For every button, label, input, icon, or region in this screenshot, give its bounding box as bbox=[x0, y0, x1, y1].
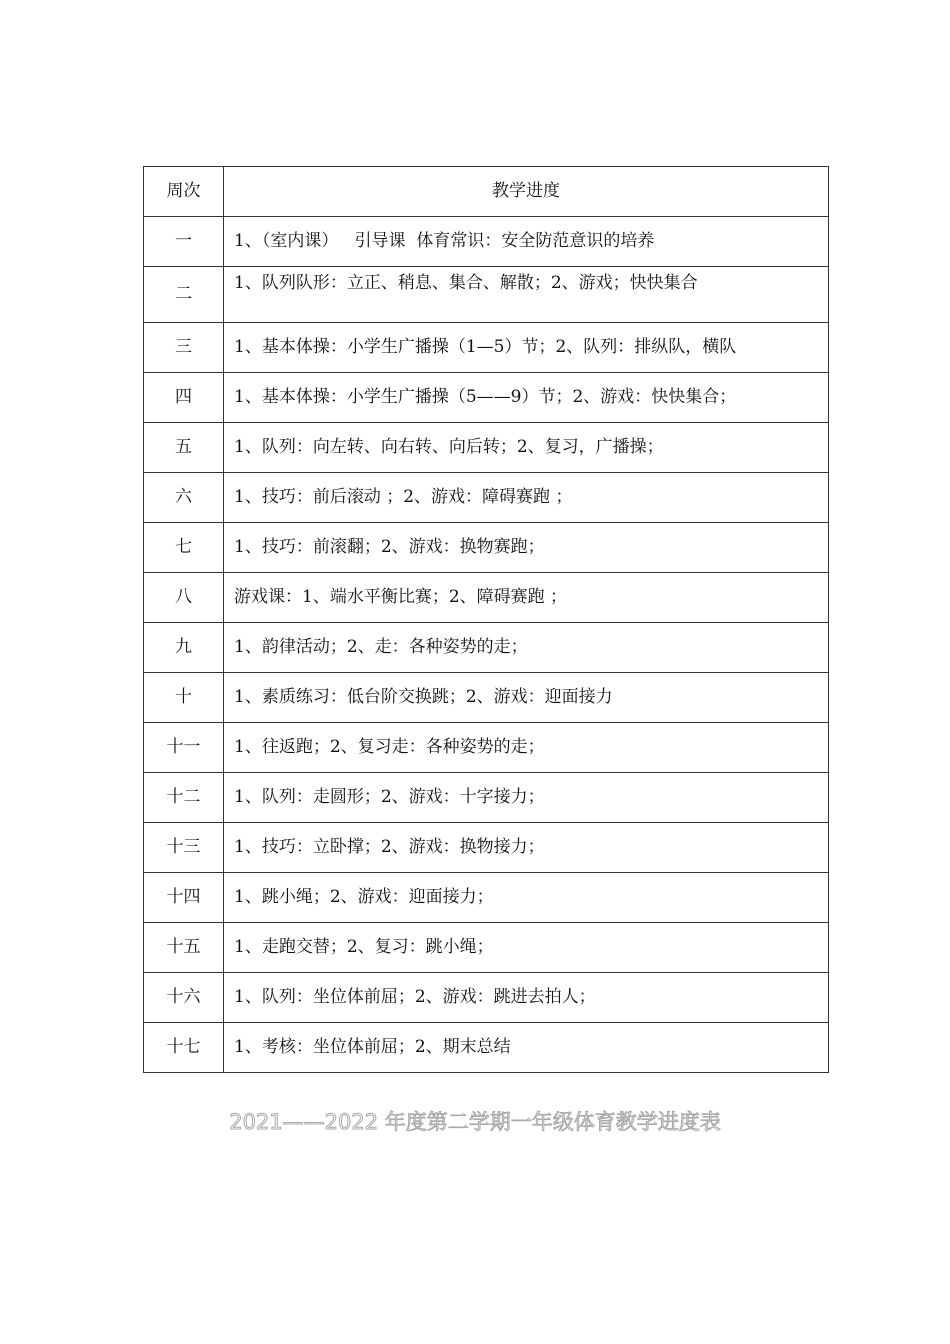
week-cell: 一 bbox=[144, 217, 224, 267]
table-row bbox=[144, 773, 829, 823]
table-row bbox=[144, 323, 829, 373]
content-cell: 1、（室内课） 引导课 体育常识：安全防范意识的培养 bbox=[224, 217, 829, 267]
week-cell: 十六 bbox=[144, 973, 224, 1023]
table-row bbox=[144, 823, 829, 873]
week-cell: 九 bbox=[144, 623, 224, 673]
content-cell: 1、队列队形：立正、稍息、集合、解散；2、游戏；快快集合 bbox=[224, 267, 829, 323]
content-cell: 1、往返跑；2、复习走：各种姿势的走； bbox=[224, 723, 829, 773]
content-cell: 1、跳小绳；2、游戏：迎面接力； bbox=[224, 873, 829, 923]
week-cell: 十一 bbox=[144, 723, 224, 773]
week-cell: 六 bbox=[144, 473, 224, 523]
content-cell: 游戏课：1、端水平衡比赛；2、障碍赛跑 ； bbox=[224, 573, 829, 623]
week-cell: 五 bbox=[144, 423, 224, 473]
table-row bbox=[144, 523, 829, 573]
table-row bbox=[144, 623, 829, 673]
week-cell: 三 bbox=[144, 323, 224, 373]
document-title: 2021——2022 年度第二学期一年级体育教学进度表 bbox=[229, 1110, 721, 1134]
table-row bbox=[144, 373, 829, 423]
header-content: 教学进度 bbox=[224, 167, 829, 217]
content-cell: 1、技巧：立卧撑；2、游戏：换物接力； bbox=[224, 823, 829, 873]
table-row bbox=[144, 473, 829, 523]
table-header-row bbox=[144, 167, 829, 217]
content-cell: 1、技巧：前滚翻；2、游戏：换物赛跑； bbox=[224, 523, 829, 573]
week-cell: 七 bbox=[144, 523, 224, 573]
table-row bbox=[144, 217, 829, 267]
content-cell: 1、队列：向左转、向右转、向后转；2、复习，广播操； bbox=[224, 423, 829, 473]
week-cell: 十 bbox=[144, 673, 224, 723]
table-row bbox=[144, 973, 829, 1023]
week-cell: 十四 bbox=[144, 873, 224, 923]
table-row bbox=[144, 573, 829, 623]
table-row bbox=[144, 873, 829, 923]
content-cell: 1、队列：走圆形；2、游戏：十字接力； bbox=[224, 773, 829, 823]
week-cell: 二 bbox=[144, 267, 224, 323]
week-cell: 十二 bbox=[144, 773, 224, 823]
content-cell: 1、走跑交替；2、复习：跳小绳； bbox=[224, 923, 829, 973]
week-cell: 十五 bbox=[144, 923, 224, 973]
content-cell: 1、素质练习：低台阶交换跳；2、游戏：迎面接力 bbox=[224, 673, 829, 723]
content-cell: 1、基本体操：小学生广播操（1—5）节；2、队列：排纵队，横队 bbox=[224, 323, 829, 373]
table-row bbox=[144, 267, 829, 323]
content-cell: 1、基本体操：小学生广播操（5——9）节；2、游戏：快快集合； bbox=[224, 373, 829, 423]
teaching-schedule-table bbox=[143, 166, 829, 1073]
content-cell: 1、队列：坐位体前屈；2、游戏：跳进去拍人； bbox=[224, 973, 829, 1023]
table-row bbox=[144, 923, 829, 973]
content-cell: 1、韵律活动；2、走：各种姿势的走； bbox=[224, 623, 829, 673]
week-cell: 十七 bbox=[144, 1023, 224, 1073]
content-cell: 1、考核：坐位体前屈；2、期末总结 bbox=[224, 1023, 829, 1073]
table-row bbox=[144, 723, 829, 773]
week-cell: 四 bbox=[144, 373, 224, 423]
content-cell: 1、技巧：前后滚动 ；2、游戏：障碍赛跑 ； bbox=[224, 473, 829, 523]
week-cell: 十三 bbox=[144, 823, 224, 873]
table-row bbox=[144, 423, 829, 473]
table-row bbox=[144, 673, 829, 723]
table-row bbox=[144, 1023, 829, 1073]
week-cell: 八 bbox=[144, 573, 224, 623]
header-week: 周次 bbox=[144, 167, 224, 217]
